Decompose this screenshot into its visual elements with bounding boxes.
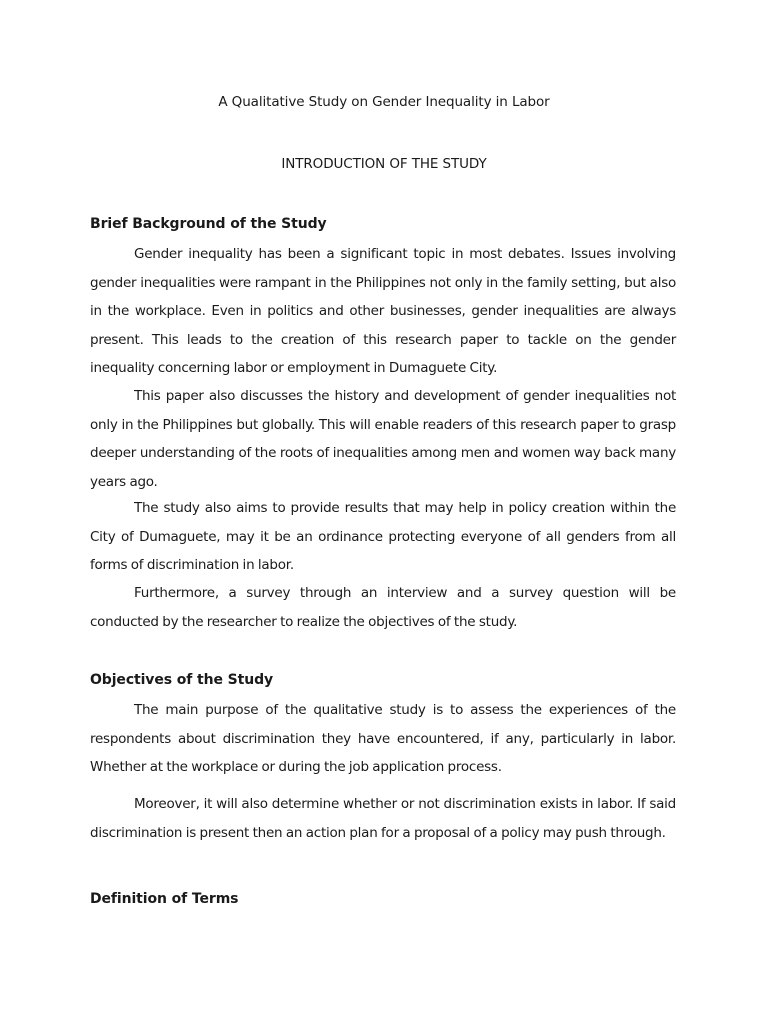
background-paragraph-1: Gender inequality has been a significant topic in most debates. Issues involving gender inequalities were rampant in the Philippines not only in the family setting, but also in the workplace. Even in politics and other businesses, gender inequalities are always present. This leads to the creation of this research paper to tackle on the gender inequality concerning labor or employment in Dumaguete City. — [90, 246, 676, 377]
background-paragraph-4: Furthermore, a survey through an interview and a survey question will be conducted by the researcher to realize the objectives of the study. — [90, 585, 676, 630]
heading-definitions: Definition of Terms — [90, 891, 239, 907]
objectives-paragraph-2: Moreover, it will also determine whether or not discrimination exists in labor. If said discrimination is present then an action plan for a proposal of a policy may push through. — [90, 796, 676, 841]
objectives-paragraph-1: The main purpose of the qualitative study is to assess the experiences of the respondents about discrimination they have encountered, if any, particularly in labor. Whether at the workplace or during the job application process. — [90, 702, 676, 776]
heading-objectives: Objectives of the Study — [90, 672, 274, 688]
background-paragraph-2: This paper also discusses the history and development of gender inequalities not only in the Philippines but globally. This will enable readers of this research paper to grasp deeper understanding of the roots of inequalities among men and women way back many years ago. — [90, 388, 676, 490]
heading-background: Brief Background of the Study — [90, 216, 327, 232]
section-title: INTRODUCTION OF THE STUDY — [281, 156, 487, 172]
background-paragraph-3: The study also aims to provide results that may help in policy creation within the City of Dumaguete, may it be an ordinance protecting everyone of all genders from all forms of discrimination in labor. — [90, 500, 676, 574]
document-title: A Qualitative Study on Gender Inequality in Labor — [218, 94, 550, 110]
